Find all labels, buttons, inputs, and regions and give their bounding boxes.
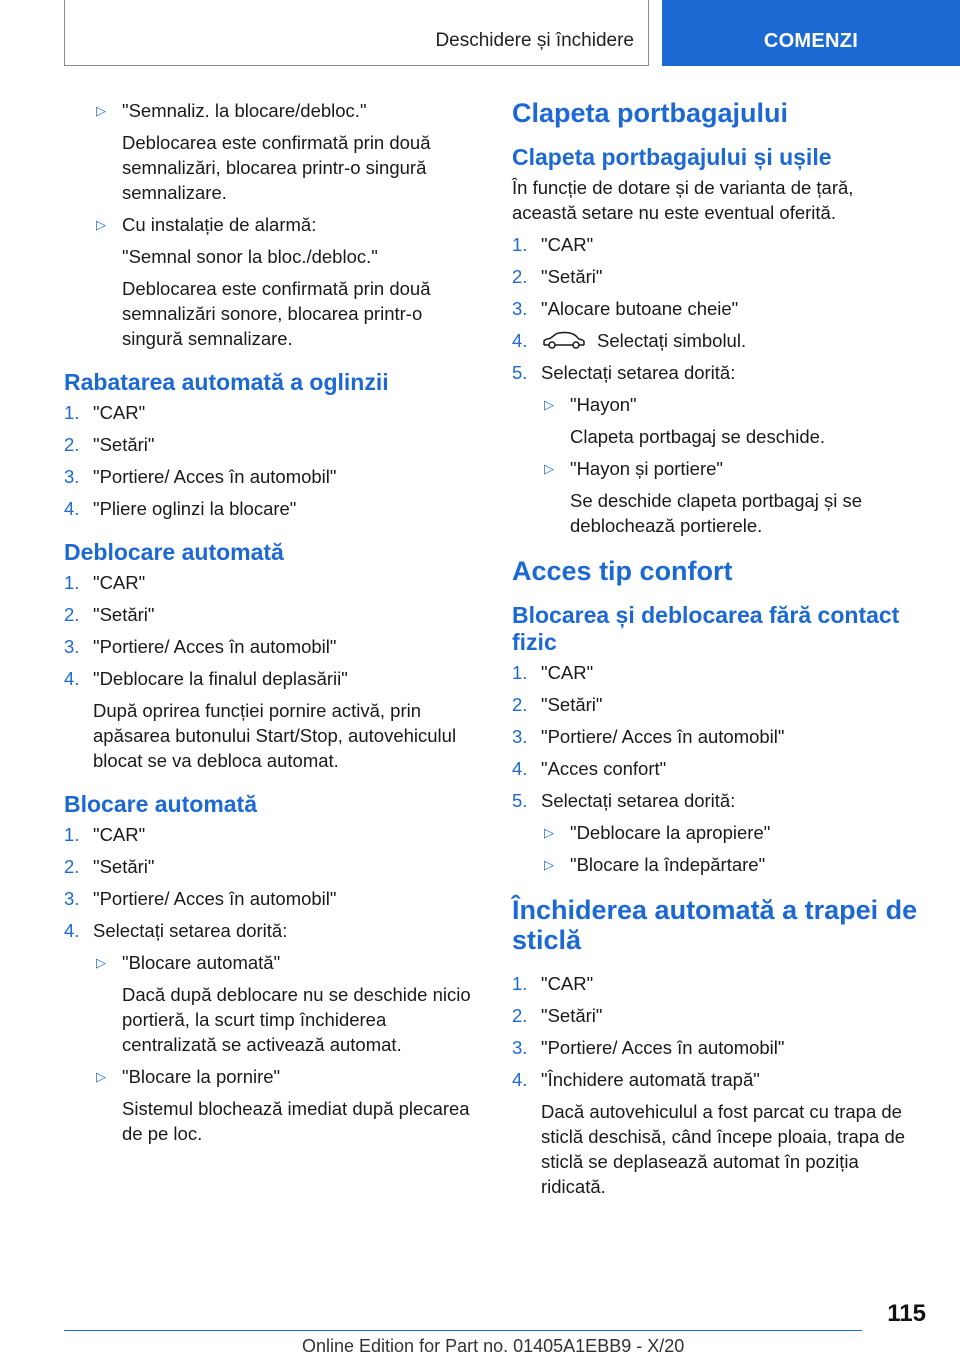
section-heading-mirror: Rabatarea automată a oglinzii <box>64 369 389 395</box>
step-item: 2. "Setări" <box>512 266 603 287</box>
header-section-title: Deschidere și închidere <box>435 30 634 51</box>
car-icon <box>541 330 587 350</box>
step-item: 1. "CAR" <box>64 402 146 423</box>
chapter-heading-comfort: Acces tip confort <box>512 556 733 586</box>
footer-divider <box>64 1330 862 1331</box>
step-item: 4. "Închidere automată trapă" <box>512 1069 760 1090</box>
bullet-triangle-icon: ▷ <box>96 1069 106 1084</box>
chapter-heading-tailgate: Clapeta portbagajului <box>512 98 789 128</box>
list-item: ▷ Cu instalație de alarmă: <box>96 214 317 235</box>
page-number: 115 <box>887 1300 926 1327</box>
section-heading-unlock: Deblocare automată <box>64 539 284 565</box>
header-tab-comenzi[interactable] <box>662 0 960 66</box>
option-description: Sistemul blochează imediat după plecarea de pe loc. <box>122 1098 470 1144</box>
step-item: 5. Selectați setarea dorită: <box>512 790 736 811</box>
bullet-triangle-icon: ▷ <box>544 825 554 840</box>
section-heading-tailgate: Clapeta portbagajului și ușile <box>512 144 832 170</box>
step-item: 2. "Setări" <box>64 604 155 625</box>
step-item: 3. "Portiere/ Acces în automobil" <box>512 1037 785 1058</box>
step-item: 4. Selectați setarea dorită: <box>64 920 288 941</box>
step-item: 3. "Portiere/ Acces în automobil" <box>64 636 337 657</box>
option-item: ▷ "Blocare la pornire" <box>96 1066 281 1087</box>
step-note: Dacă autovehiculul a fost parcat cu trapa de sticlă deschisă, când începe ploaia, trapa de sticlă se deplasează automat în poziția ridicată. <box>541 1101 906 1197</box>
step-item: 1. "CAR" <box>512 973 594 994</box>
step-item: 3. "Portiere/ Acces în automobil" <box>64 888 337 909</box>
section-heading-lock: Blocare automată <box>64 791 258 817</box>
step-item: 2. "Setări" <box>512 1005 603 1026</box>
bullet-triangle-icon: ▷ <box>96 955 106 970</box>
option-description: Se deschide clapeta portbagaj și se deblochează portierele. <box>570 490 863 536</box>
step-item: 1. "CAR" <box>512 662 594 683</box>
step-item: 3. "Alocare butoane cheie" <box>512 298 739 319</box>
section-intro: În funcție de dotare și de varianta de țară, această setare nu este eventual oferită. <box>512 177 854 223</box>
item-description: Deblocarea este confirmată prin două semnalizări, blocarea printr-o singură semnalizare. <box>122 132 431 203</box>
step-item: 4. "Deblocare la finalul deplasării" <box>64 668 348 689</box>
step-item: 1. "CAR" <box>512 234 594 255</box>
option-item: ▷ "Deblocare la apropiere" <box>544 822 771 843</box>
bullet-triangle-icon: ▷ <box>544 461 554 476</box>
option-item: ▷ "Blocare automată" <box>96 952 281 973</box>
right-column <box>512 98 922 1206</box>
option-description: Dacă după deblocare nu se deschide nicio portieră, la scurt timp închiderea centralizată se activează automat. <box>122 984 471 1055</box>
option-item: ▷ "Blocare la îndepărtare" <box>544 854 766 875</box>
step-item: 1. "CAR" <box>64 572 146 593</box>
bullet-triangle-icon: ▷ <box>544 857 554 872</box>
step-item: 4. "Pliere oglinzi la blocare" <box>64 498 297 519</box>
step-item: 3. "Portiere/ Acces în automobil" <box>512 726 785 747</box>
option-description: Clapeta portbagaj se deschide. <box>570 426 826 447</box>
step-note: După oprirea funcției pornire activă, prin apăsarea butonului Start/Stop, autovehiculul blocat se va debloca automat. <box>93 700 457 771</box>
step-item: 4. Selectați simbolul. <box>512 330 747 351</box>
step-item: 3. "Portiere/ Acces în automobil" <box>64 466 337 487</box>
step-item: 2. "Setări" <box>64 434 155 455</box>
header-tab-label: COMENZI <box>763 30 859 52</box>
list-item: ▷ "Semnaliz. la blocare/debloc." <box>96 100 367 121</box>
bullet-triangle-icon: ▷ <box>544 397 554 412</box>
step-item: 1. "CAR" <box>64 824 146 845</box>
chapter-heading-sunroof: Închiderea automată a trapei de sticlă <box>512 895 918 955</box>
header-section-box <box>64 0 649 66</box>
option-item: ▷ "Hayon și portiere" <box>544 458 723 479</box>
footer-edition: Online Edition for Part no. 01405A1EBB9 - X/20 <box>302 1336 685 1356</box>
step-item: 2. "Setări" <box>512 694 603 715</box>
bullet-triangle-icon: ▷ <box>96 103 106 118</box>
item-description: "Semnal sonor la bloc./debloc." <box>122 246 378 267</box>
option-item: ▷ "Hayon" <box>544 394 637 415</box>
section-heading-comfort: Blocarea și deblocarea fără contact fizic <box>512 602 900 655</box>
step-item: 5. Selectați setarea dorită: <box>512 362 736 383</box>
item-description: Deblocarea este confirmată prin două semnalizări sonore, blocarea printr-o singură semnalizare. <box>122 278 431 349</box>
step-item: 2. "Setări" <box>64 856 155 877</box>
left-column <box>64 98 480 1153</box>
step-item: 4. "Acces confort" <box>512 758 667 779</box>
bullet-triangle-icon: ▷ <box>96 217 106 232</box>
